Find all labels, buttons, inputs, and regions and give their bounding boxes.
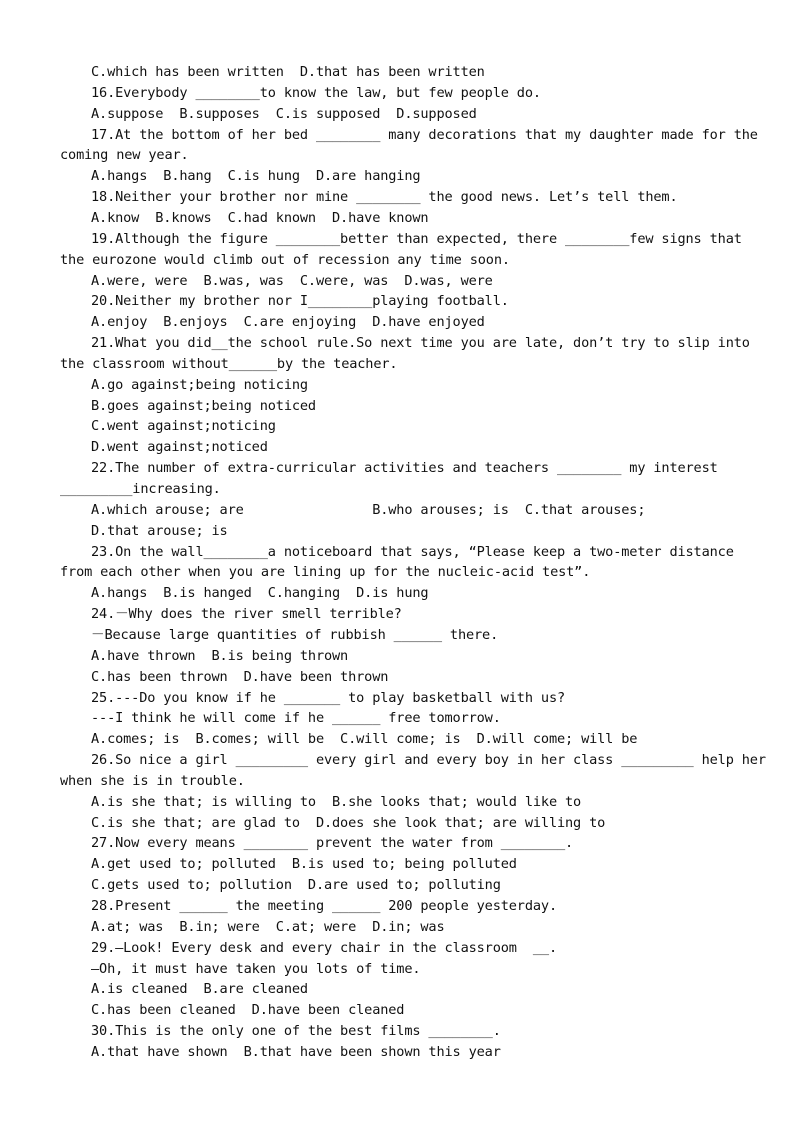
text-line: 23.On the wall________a noticeboard that says, “Please keep a two-meter distance: [91, 543, 734, 560]
text-line: A.that have shown B.that have been shown this year: [91, 1043, 501, 1060]
text-line: D.went against;noticed: [91, 439, 268, 456]
text-line-continuation: from each other when you are lining up for the nucleic-acid test”.: [60, 564, 591, 581]
text-line-continuation: _________increasing.: [60, 481, 221, 497]
text-line: A.know B.knows C.had known D.have known: [91, 209, 429, 226]
text-line: A.comes; is B.comes; will be C.will come; is D.will come; will be: [91, 731, 638, 748]
text-line: C.which has been written D.that has been written: [91, 64, 485, 80]
text-line: 20.Neither my brother nor I________playing football.: [91, 293, 509, 310]
text-line: 26.So nice a girl _________ every girl and every boy in her class _________ help her: [91, 752, 766, 769]
text-line-continuation: the eurozone would climb out of recession any time soon.: [60, 251, 510, 268]
text-line: C.gets used to; pollution D.are used to; polluting: [91, 877, 501, 894]
text-line: A.get used to; polluted B.is used to; being polluted: [91, 856, 517, 873]
text-line: C.went against;noticing: [91, 418, 276, 435]
text-line: A.is she that; is willing to B.she looks that; would like to: [91, 793, 582, 810]
text-line: 18.Neither your brother nor mine ________ the good news. Let’s tell them.: [91, 189, 678, 206]
text-line: 22.The number of extra-curricular activities and teachers ________ my interest: [91, 460, 718, 477]
text-line: 19.Although the figure ________better than expected, there ________few signs that: [91, 230, 742, 247]
text-line: A.hangs B.hang C.is hung D.are hanging: [91, 168, 421, 185]
text-line: 30.This is the only one of the best films ________.: [91, 1023, 501, 1040]
text-line: C.has been cleaned D.have been cleaned: [91, 1002, 405, 1019]
text-line: —Oh, it must have taken you lots of time.: [91, 960, 421, 977]
text-line: 24.－Why does the river smell terrible?: [91, 606, 402, 623]
text-line: A.which arouse; are B.who arouses; is C.that arouses;: [91, 501, 646, 518]
text-line: 16.Everybody ________to know the law, but few people do.: [91, 84, 541, 101]
text-line-continuation: coming new year.: [60, 147, 189, 164]
text-line: C.is she that; are glad to D.does she look that; are willing to: [91, 814, 606, 831]
text-line-continuation: when she is in trouble.: [60, 772, 245, 789]
text-line: A.have thrown B.is being thrown: [91, 647, 349, 664]
text-line: 29.—Look! Every desk and every chair in the classroom __.: [91, 939, 557, 956]
text-line: A.is cleaned B.are cleaned: [91, 981, 308, 998]
text-line: 21.What you did__the school rule.So next time you are late, don’t try to slip into: [91, 335, 750, 352]
text-line: 25.---Do you know if he _______ to play basketball with us?: [91, 689, 566, 706]
text-line: 28.Present ______ the meeting ______ 200 people yesterday.: [91, 898, 557, 914]
text-line: A.go against;being noticing: [91, 376, 308, 393]
text-line: B.goes against;being noticed: [91, 397, 316, 414]
text-line-continuation: the classroom without______by the teacher.: [60, 355, 398, 372]
text-line: ---I think he will come if he ______ free tomorrow.: [91, 710, 501, 727]
text-line: A.enjoy B.enjoys C.are enjoying D.have enjoyed: [91, 314, 485, 331]
text-line: C.has been thrown D.have been thrown: [91, 668, 389, 685]
text-line: A.at; was B.in; were C.at; were D.in; was: [91, 918, 445, 935]
text-line: －Because large quantities of rubbish ______ there.: [91, 626, 499, 643]
text-line: D.that arouse; is: [91, 522, 228, 539]
text-line: 27.Now every means ________ prevent the water from ________.: [91, 835, 574, 852]
text-line: A.were, were B.was, was C.were, was D.was, were: [91, 272, 493, 289]
text-line: A.suppose B.supposes C.is supposed D.supposed: [91, 105, 477, 122]
text-line: 17.At the bottom of her bed ________ many decorations that my daughter made for the: [91, 126, 758, 143]
text-line: A.hangs B.is hanged C.hanging D.is hung: [91, 585, 429, 602]
